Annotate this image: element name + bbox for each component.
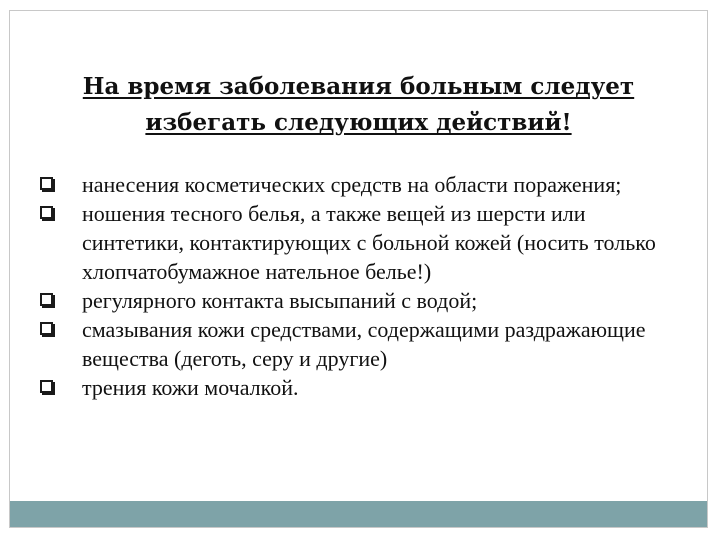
- list-item: [40, 373, 690, 402]
- checkbox-bullet-icon: [40, 322, 53, 335]
- list-item: [40, 170, 690, 199]
- list-item: [40, 315, 690, 373]
- bottom-accent-bar: [10, 501, 707, 527]
- bullet-list: [40, 170, 690, 402]
- slide-title: [10, 69, 707, 141]
- list-item: [40, 199, 690, 286]
- title-line-2: избегать следующих действий!: [145, 109, 572, 136]
- slide: [9, 10, 708, 528]
- checkbox-bullet-icon: [40, 380, 53, 393]
- list-item-text: трения кожи мочалкой.: [82, 375, 299, 400]
- list-item-text: регулярного контакта высыпаний с водой;: [82, 288, 478, 313]
- list-item: [40, 286, 690, 315]
- checkbox-bullet-icon: [40, 206, 53, 219]
- checkbox-bullet-icon: [40, 293, 53, 306]
- list-item-text: ношения тесного белья, а также вещей из шерсти или синтетики, контактирующих с больной кожей (носить только хлопчатобумажное нательное белье!): [82, 201, 656, 284]
- list-item-text: смазывания кожи средствами, содержащими раздражающие вещества (деготь, серу и другие): [82, 317, 646, 371]
- checkbox-bullet-icon: [40, 177, 53, 190]
- list-item-text: нанесения косметических средств на области поражения;: [82, 172, 622, 197]
- title-line-1: На время заболевания больным следует: [82, 73, 635, 100]
